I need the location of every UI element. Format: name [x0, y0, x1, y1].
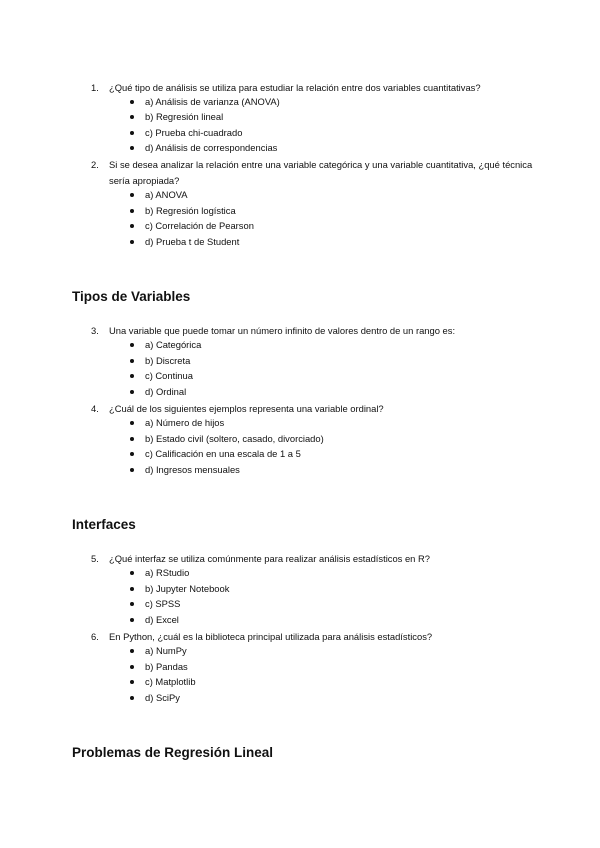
- bullet-icon: [130, 209, 134, 213]
- option-text: a) RStudio: [145, 567, 190, 578]
- bullet-icon: [130, 587, 134, 591]
- option-text: d) Ordinal: [145, 386, 187, 397]
- option-text: d) Ingresos mensuales: [145, 464, 240, 475]
- bullet-icon: [130, 437, 134, 441]
- question-text: Si se desea analizar la relación entre una variable categórica y una variable cuantitativa, ¿qué técnica sería apropiada?: [109, 159, 533, 186]
- section-heading-interfaces: Interfaces: [72, 517, 136, 532]
- option-text: b) Discreta: [145, 355, 191, 366]
- option-text: b) Regresión lineal: [145, 111, 224, 122]
- bullet-icon: [130, 571, 134, 575]
- question-number: 2.: [91, 159, 99, 170]
- bullet-icon: [130, 115, 134, 119]
- section-heading-regresion: Problemas de Regresión Lineal: [72, 745, 274, 760]
- question-number: 4.: [91, 403, 99, 414]
- option-text: a) Categórica: [145, 339, 202, 350]
- bullet-icon: [130, 618, 134, 622]
- option-text: c) Calificación en una escala de 1 a 5: [145, 448, 301, 459]
- option-text: b) Pandas: [145, 661, 188, 672]
- question-number: 3.: [91, 325, 99, 336]
- question-text: ¿Cuál de los siguientes ejemplos representa una variable ordinal?: [109, 403, 384, 414]
- bullet-icon: [130, 359, 134, 363]
- section-heading-tipos: Tipos de Variables: [72, 289, 191, 304]
- option-text: c) SPSS: [145, 598, 181, 609]
- question-text: ¿Qué interfaz se utiliza comúnmente para realizar análisis estadísticos en R?: [109, 553, 430, 564]
- option-text: a) Análisis de varianza (ANOVA): [145, 96, 280, 107]
- bullet-icon: [130, 390, 134, 394]
- question-text: ¿Qué tipo de análisis se utiliza para estudiar la relación entre dos variables cuantitativas?: [109, 82, 481, 93]
- bullet-icon: [130, 193, 134, 197]
- question-number: 5.: [91, 553, 99, 564]
- option-text: a) NumPy: [145, 645, 187, 656]
- option-text: d) Prueba t de Student: [145, 236, 240, 247]
- option-text: d) Análisis de correspondencias: [145, 142, 278, 153]
- option-text: d) SciPy: [145, 692, 180, 703]
- bullet-icon: [130, 100, 134, 104]
- question-number: 1.: [91, 82, 99, 93]
- option-text: b) Regresión logística: [145, 205, 236, 216]
- bullet-icon: [130, 696, 134, 700]
- bullet-icon: [130, 649, 134, 653]
- bullet-icon: [130, 602, 134, 606]
- question-text: Una variable que puede tomar un número infinito de valores dentro de un rango es:: [109, 325, 456, 336]
- option-text: a) ANOVA: [145, 189, 188, 200]
- bullet-icon: [130, 680, 134, 684]
- bullet-icon: [130, 665, 134, 669]
- bullet-icon: [130, 240, 134, 244]
- option-text: b) Estado civil (soltero, casado, divorciado): [145, 433, 324, 444]
- option-text: c) Prueba chi-cuadrado: [145, 127, 243, 138]
- option-text: c) Matplotlib: [145, 676, 196, 687]
- bullet-icon: [130, 374, 134, 378]
- bullet-icon: [130, 421, 134, 425]
- bullet-icon: [130, 131, 134, 135]
- bullet-icon: [130, 468, 134, 472]
- option-text: b) Jupyter Notebook: [145, 583, 230, 594]
- bullet-icon: [130, 343, 134, 347]
- question-text: En Python, ¿cuál es la biblioteca principal utilizada para análisis estadísticos?: [109, 631, 433, 642]
- option-text: d) Excel: [145, 614, 179, 625]
- bullet-icon: [130, 224, 134, 228]
- option-text: c) Continua: [145, 370, 193, 381]
- question-number: 6.: [91, 631, 99, 642]
- option-text: c) Correlación de Pearson: [145, 220, 254, 231]
- bullet-icon: [130, 146, 134, 150]
- option-text: a) Número de hijos: [145, 417, 225, 428]
- bullet-icon: [130, 452, 134, 456]
